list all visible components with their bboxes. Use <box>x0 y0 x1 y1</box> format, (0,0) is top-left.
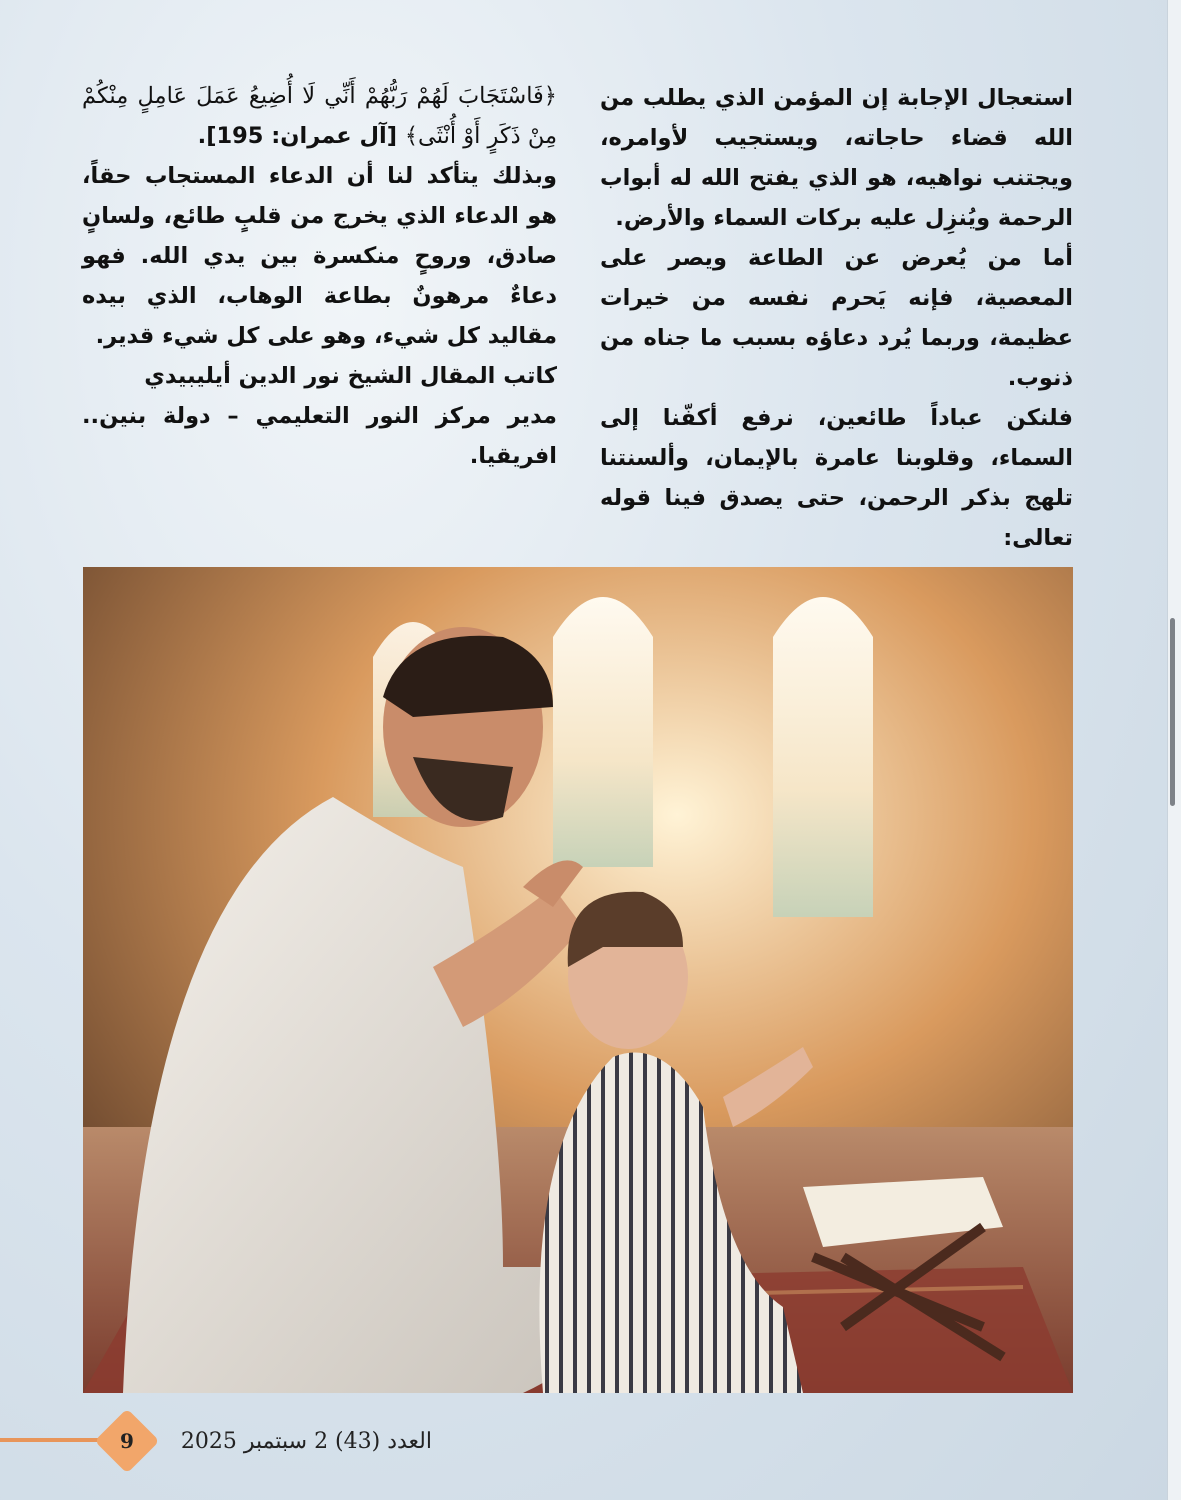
man-and-child-praying-icon <box>83 567 1073 1393</box>
verse-text: ﴿فَاسْتَجَابَ لَهُمْ رَبُّهُمْ أَنِّي لَا أُضِيعُ عَمَلَ عَامِلٍ مِنْكُمْ مِنْ ذَكَرٍ أَوْ أُنْثَى﴾ <box>82 83 557 149</box>
article-column-right <box>600 78 1073 558</box>
author-name: كاتب المقال الشيخ نور الدين أيليبيدي <box>144 363 557 389</box>
quran-verse <box>82 76 557 156</box>
conclusion-paragraph: وبذلك يتأكد لنا أن الدعاء المستجاب حقاً، هو الدعاء الذي يخرج من قلبٍ طائع، ولسانٍ صادق، وروحٍ منكسرة بين يدي الله. فهو دعاءٌ مرهونٌ بطاعة الوهاب، الذي بيده مقاليد كل شيء، وهو على كل شيء قدير. <box>82 163 557 349</box>
article-paragraph: أما من يُعرض عن الطاعة ويصر على المعصية، فإنه يَحرم نفسه من خيرات عظيمة، وربما يُرد دعاؤه بسبب ما جناه من ذنوب. <box>600 245 1073 391</box>
article-paragraph: استعجال الإجابة إن المؤمن الذي يطلب من الله قضاء حاجاته، ويستجيب لأوامره، ويجتنب نواهيه، هو الذي يفتح الله له أبواب الرحمة ويُنزِل عليه بركات السماء والأرض. <box>600 85 1073 231</box>
scrollbar-thumb[interactable] <box>1170 618 1175 806</box>
article-column-left <box>82 76 557 476</box>
footer-accent-line <box>0 1438 100 1442</box>
article-paragraph: فلنكن عباداً طائعين، نرفع أكفّنا إلى السماء، وقلوبنا عامرة بالإيمان، وألسنتنا تلهج بذكر الرحمن، حتى يصدق فينا قوله تعالى: <box>600 405 1073 551</box>
issue-info: العدد (43) 2 سبتمبر 2025 <box>180 1429 432 1454</box>
author-title: مدير مركز النور التعليمي – دولة بنين.. افريقيا. <box>82 403 557 469</box>
verse-reference: [آل عمران: 195]. <box>197 123 398 149</box>
article-photo <box>83 567 1073 1393</box>
page-number: 9 <box>120 1429 134 1453</box>
